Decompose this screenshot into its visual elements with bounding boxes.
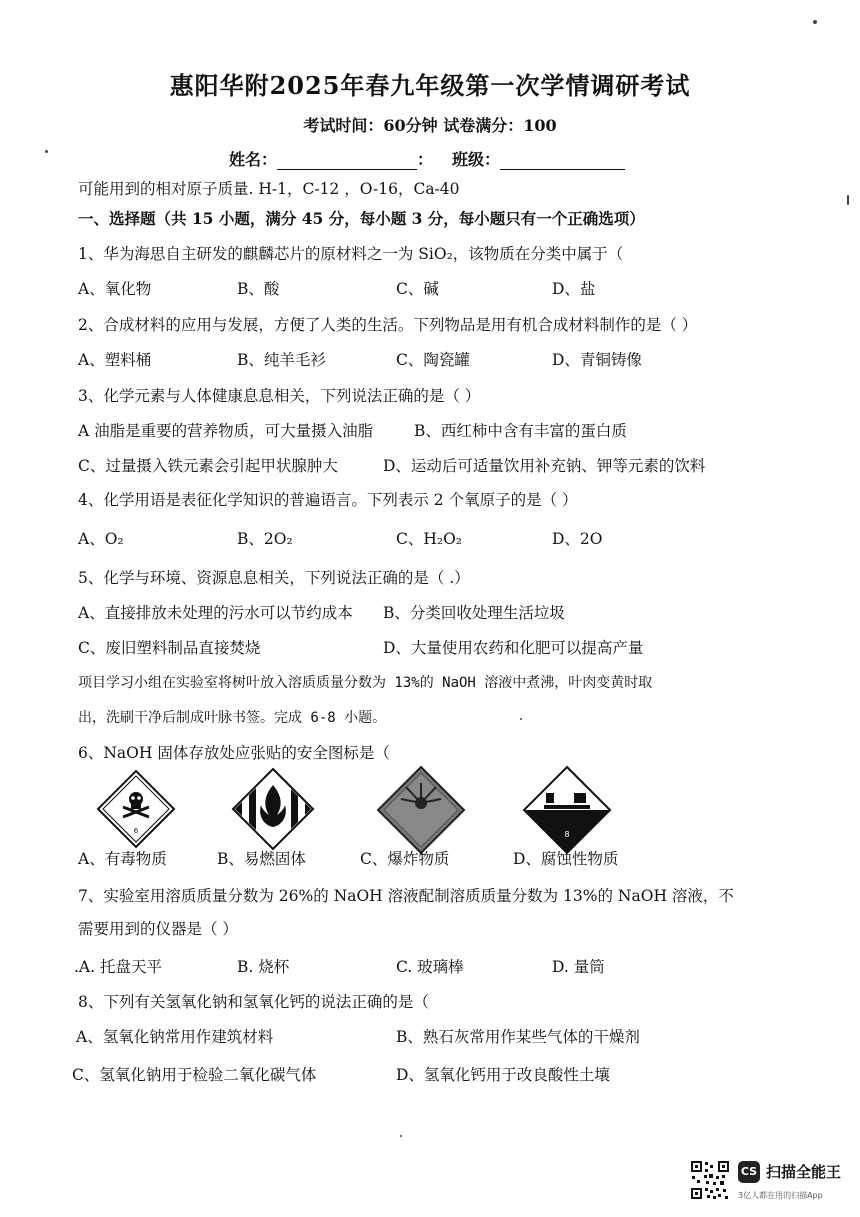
sign-number: 6: [133, 827, 139, 835]
scanner-slogan: 3亿人都在用的扫描App: [738, 1191, 823, 1200]
name-label: 姓名：: [229, 150, 278, 169]
class-field: [452, 147, 625, 170]
option-c[interactable]: C、爆炸物质: [360, 850, 450, 868]
name-colon: ：: [417, 150, 434, 169]
class-blank[interactable]: [500, 151, 625, 170]
name-blank[interactable]: [277, 151, 417, 170]
option-c[interactable]: C、H₂O₂: [396, 530, 463, 548]
option-b[interactable]: B、西红柿中含有丰富的蛋白质: [414, 422, 627, 440]
section-heading: 一、选择题（共 15 小题，满分 45 分，每小题 3 分，每小题只有一个正确选项）: [78, 209, 645, 228]
option-d[interactable]: D. 量筒: [552, 958, 605, 976]
option-a[interactable]: A、氢氧化钠常用作建筑材料: [76, 1028, 274, 1046]
corrosive-sign-icon: [522, 765, 612, 855]
option-d[interactable]: D、2O: [552, 530, 603, 548]
option-c[interactable]: C. 玻璃棒: [396, 958, 464, 976]
qr-code-icon: [690, 1160, 730, 1200]
option-a[interactable]: A 油脂是重要的营养物质，可大量摄入油脂: [78, 422, 374, 440]
option-c[interactable]: C、氢氧化钠用于检验二氧化碳气体: [72, 1066, 317, 1084]
flammable-solid-sign-icon: [231, 767, 315, 851]
option-a[interactable]: A、直接排放未处理的污水可以节约成本: [78, 604, 353, 622]
option-d[interactable]: D、运动后可适量饮用补充钠、钾等元素的饮料: [383, 457, 706, 475]
question-stem: 1、华为海思自主研发的麒麟芯片的原材料之一为 SiO₂，该物质在分类中属于（: [78, 245, 624, 263]
option-a[interactable]: A、塑料桶: [78, 351, 152, 369]
option-a[interactable]: A、有毒物质: [78, 850, 167, 868]
sign-number: 4: [269, 832, 277, 842]
option-a[interactable]: A、O₂: [78, 530, 124, 548]
scan-speck: [400, 1135, 402, 1137]
camscanner-logo-icon: CS: [738, 1161, 760, 1183]
option-c[interactable]: C、碱: [396, 280, 439, 298]
option-a[interactable]: A、氧化物: [78, 280, 152, 298]
option-c[interactable]: C、陶瓷罐: [396, 351, 470, 369]
scan-speck: [813, 20, 817, 24]
explosive-sign-icon: [376, 765, 466, 855]
option-b[interactable]: B、熟石灰常用作某些气体的干燥剂: [396, 1028, 640, 1046]
option-b[interactable]: B、2O₂: [237, 530, 293, 548]
scan-speck: [45, 150, 48, 153]
question-stem: 2、合成材料的应用与发展，方便了人类的生活。下列物品是用有机合成材料制作的是（ ）: [78, 316, 698, 334]
question-stem-continued: 需要用到的仪器是（ ）: [78, 920, 238, 938]
scanner-app-name: 扫描全能王: [766, 1163, 842, 1181]
question-stem: 8、下列有关氢氧化钠和氢氧化钙的说法正确的是（: [78, 993, 429, 1011]
atomic-mass-note: 可能用到的相对原子质量. H-1，C-12 ，O-16，Ca-40: [78, 180, 460, 198]
exam-time-info: 考试时间：60分钟 试卷满分：100: [303, 116, 557, 135]
question-stem: 6、NaOH 固体存放处应张贴的安全图标是（: [78, 744, 390, 762]
option-d[interactable]: D、氢氧化钙用于改良酸性土壤: [396, 1066, 610, 1084]
scan-speck: [520, 718, 522, 720]
question-stem: 5、化学与环境、资源息息相关，下列说法正确的是（ .）: [78, 569, 470, 587]
question-stem: 7、实验室用溶质质量分数为 26%的 NaOH 溶液配制溶质质量分数为 13%的 NaOH 溶液，不: [78, 887, 734, 905]
option-c[interactable]: C、废旧塑料制品直接焚烧: [78, 639, 261, 657]
option-a[interactable]: .A. 托盘天平: [74, 958, 162, 976]
option-b[interactable]: B、易燃固体: [217, 850, 306, 868]
option-d[interactable]: D、青铜铸像: [552, 351, 642, 369]
passage-line: 出，洗刷干净后制成叶脉书签。完成 6-8 小题。: [78, 710, 387, 726]
scan-speck: [847, 195, 849, 205]
option-d[interactable]: D、腐蚀性物质: [513, 850, 619, 868]
name-field: [229, 147, 433, 170]
option-c[interactable]: C、过量摄入铁元素会引起甲状腺肿大: [78, 457, 338, 475]
option-b[interactable]: B、分类回收处理生活垃圾: [383, 604, 565, 622]
option-d[interactable]: D、盐: [552, 280, 596, 298]
passage-line: 项目学习小组在实验室将树叶放入溶质质量分数为 13%的 NaOH 溶液中煮沸，叶肉变黄时取: [78, 675, 653, 691]
toxic-sign-icon: [96, 769, 176, 849]
option-b[interactable]: B、酸: [237, 280, 280, 298]
class-label: 班级：: [452, 150, 501, 169]
option-d[interactable]: D、大量使用农药和化肥可以提高产量: [383, 639, 644, 657]
question-stem: 3、化学元素与人体健康息息相关，下列说法正确的是（ ）: [78, 387, 481, 405]
question-stem: 4、化学用语是表征化学知识的普遍语言。下列表示 2 个氧原子的是（ ）: [78, 491, 578, 509]
option-b[interactable]: B. 烧杯: [237, 958, 290, 976]
option-b[interactable]: B、纯羊毛衫: [237, 351, 326, 369]
sign-number: 8: [564, 830, 570, 839]
exam-title: 惠阳华附2025年春九年级第一次学情调研考试: [169, 71, 691, 100]
